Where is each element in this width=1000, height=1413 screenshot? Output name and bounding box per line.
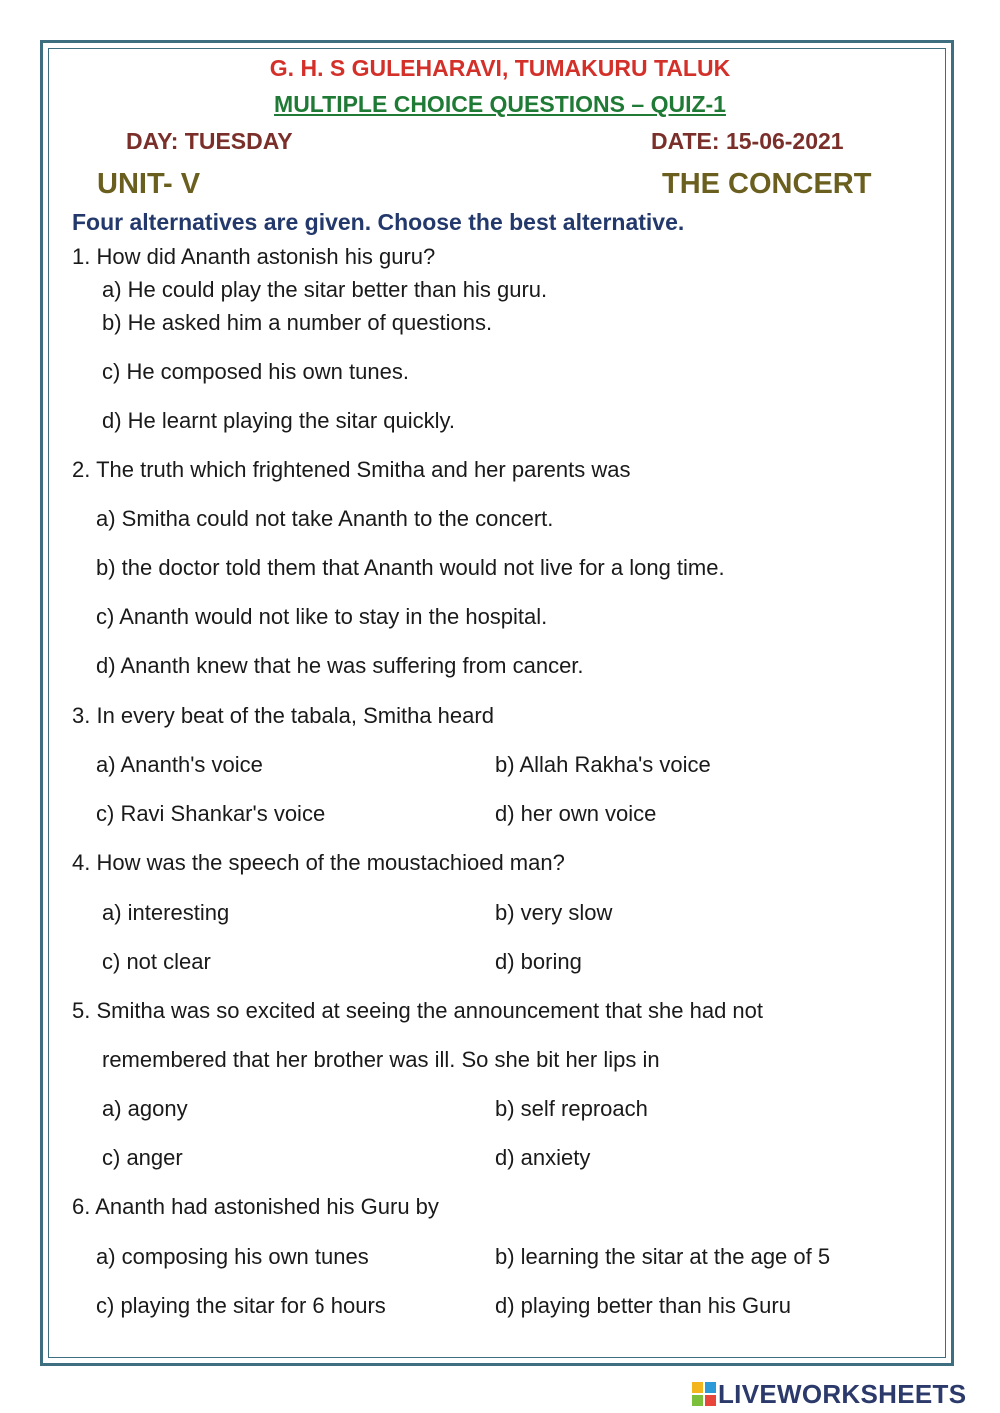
instructions: Four alternatives are given. Choose the best alternative. bbox=[72, 209, 685, 235]
question-4: 4. How was the speech of the moustachioed man? bbox=[72, 850, 565, 875]
quiz-title: MULTIPLE CHOICE QUESTIONS – QUIZ-1 bbox=[274, 91, 726, 117]
q3-option-d[interactable]: d) her own voice bbox=[495, 801, 657, 826]
brand-text: LIVEWORKSHEETS bbox=[718, 1379, 967, 1409]
liveworksheets-brand[interactable] bbox=[688, 1378, 998, 1410]
question-6: 6. Ananth had astonished his Guru by bbox=[72, 1194, 439, 1219]
q6-option-d[interactable]: d) playing better than his Guru bbox=[495, 1293, 791, 1318]
q6-option-a[interactable]: a) composing his own tunes bbox=[96, 1244, 369, 1269]
logo-square-red bbox=[705, 1395, 716, 1406]
school-name: G. H. S GULEHARAVI, TUMAKURU TALUK bbox=[269, 55, 731, 81]
logo-square-green bbox=[692, 1395, 703, 1406]
question-1: 1. How did Ananth astonish his guru? bbox=[72, 244, 436, 269]
q6-option-c[interactable]: c) playing the sitar for 6 hours bbox=[96, 1293, 386, 1318]
question-5-continued: remembered that her brother was ill. So she bit her lips in bbox=[102, 1047, 660, 1072]
question-3: 3. In every beat of the tabala, Smitha heard bbox=[72, 703, 494, 728]
date-label: DATE: 15-06-2021 bbox=[651, 128, 844, 154]
q5-option-c[interactable]: c) anger bbox=[102, 1145, 183, 1170]
q1-option-c[interactable]: c) He composed his own tunes. bbox=[102, 359, 409, 384]
q3-option-c[interactable]: c) Ravi Shankar's voice bbox=[96, 801, 326, 826]
q4-option-d[interactable]: d) boring bbox=[495, 949, 582, 974]
liveworksheets-logo-icon bbox=[692, 1382, 716, 1406]
q4-option-b[interactable]: b) very slow bbox=[495, 900, 613, 925]
q2-option-b[interactable]: b) the doctor told them that Ananth would not live for a long time. bbox=[96, 555, 725, 580]
logo-square-blue bbox=[705, 1382, 716, 1393]
question-5: 5. Smitha was so excited at seeing the announcement that she had not bbox=[72, 998, 764, 1023]
q5-option-a[interactable]: a) agony bbox=[102, 1096, 188, 1121]
q4-option-c[interactable]: c) not clear bbox=[102, 949, 211, 974]
q2-option-d[interactable]: d) Ananth knew that he was suffering from cancer. bbox=[96, 653, 584, 678]
q2-option-c[interactable]: c) Ananth would not like to stay in the hospital. bbox=[96, 604, 548, 629]
q6-option-b[interactable]: b) learning the sitar at the age of 5 bbox=[495, 1244, 831, 1269]
question-2: 2. The truth which frightened Smitha and her parents was bbox=[72, 457, 631, 482]
q2-option-a[interactable]: a) Smitha could not take Ananth to the concert. bbox=[96, 506, 554, 531]
logo-square-yellow bbox=[692, 1382, 703, 1393]
q4-option-a[interactable]: a) interesting bbox=[102, 900, 230, 925]
q1-option-a[interactable]: a) He could play the sitar better than his guru. bbox=[102, 277, 548, 302]
q1-option-d[interactable]: d) He learnt playing the sitar quickly. bbox=[102, 408, 455, 433]
q5-option-b[interactable]: b) self reproach bbox=[495, 1096, 648, 1121]
day-label: DAY: TUESDAY bbox=[126, 128, 293, 154]
q3-option-a[interactable]: a) Ananth's voice bbox=[96, 752, 263, 777]
q5-option-d[interactable]: d) anxiety bbox=[495, 1145, 591, 1170]
q3-option-b[interactable]: b) Allah Rakha's voice bbox=[495, 752, 711, 777]
q1-option-b[interactable]: b) He asked him a number of questions. bbox=[102, 310, 493, 335]
unit-label: UNIT- V bbox=[97, 168, 201, 200]
chapter-title: THE CONCERT bbox=[662, 168, 872, 200]
